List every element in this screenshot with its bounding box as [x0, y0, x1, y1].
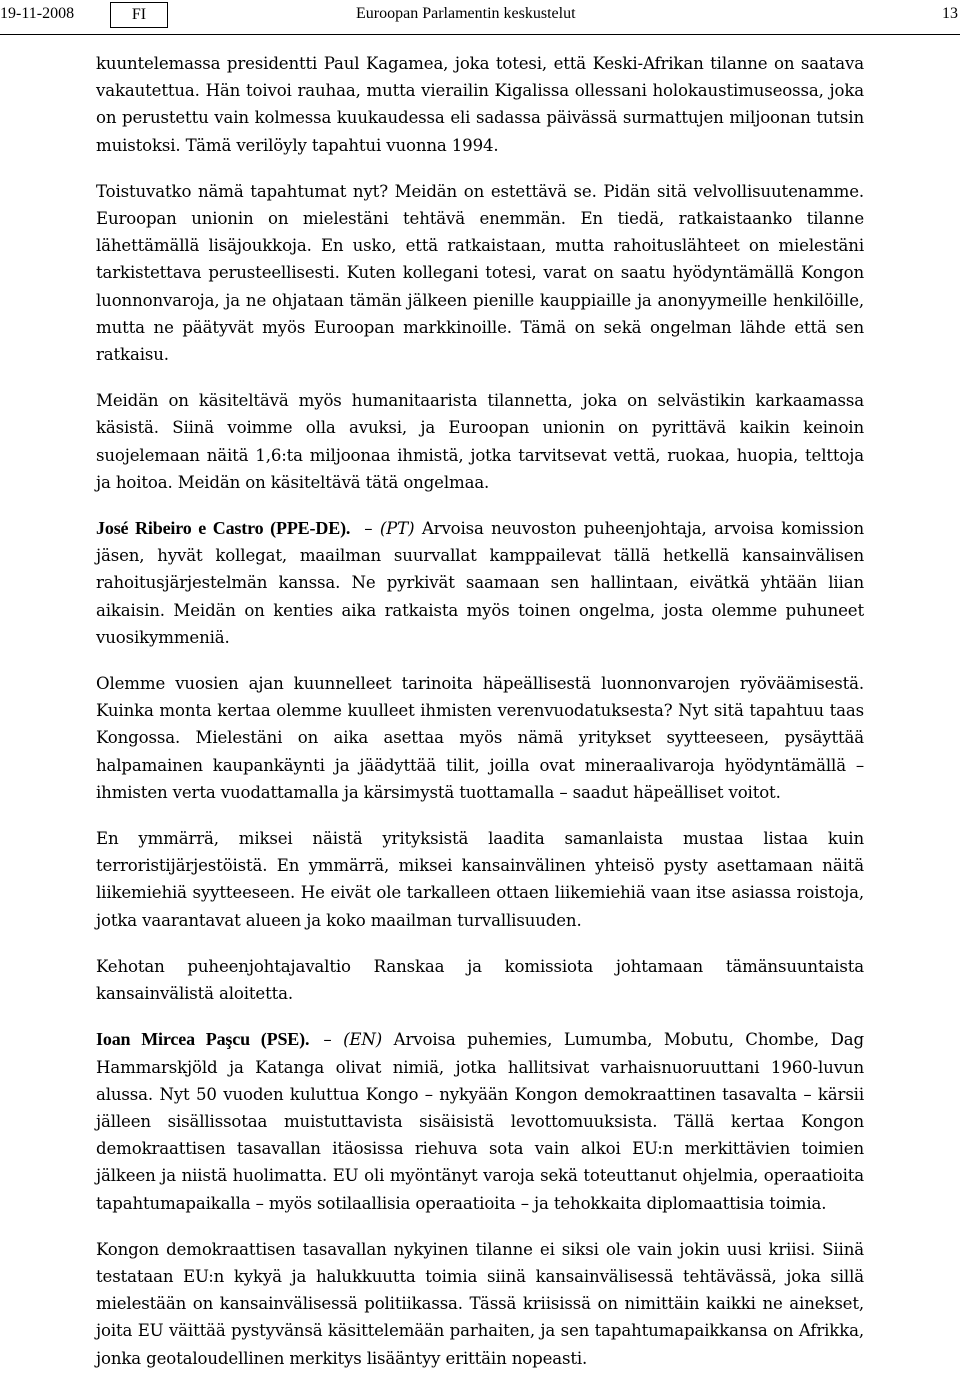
speech-dash: –	[323, 1030, 332, 1050]
speaker-name: Ioan Mircea Paşcu (PSE).	[96, 1029, 310, 1050]
speech-text: Arvoisa neuvoston puheenjohtaja, arvoisa komission jäsen, hyvät kollegat, maailman suurvallat kamppailevat tällä hetkellä kansainvälisen rahoitusjärjestelmän kanssa. Ne pyrkivät saamaan sen hallintaan, eivätkä yhtään liian aikaisin. Meidän on kenties aika ratkaista myös toinen ongelma, josta olemme puhuneet vuosikymmeniä.	[96, 519, 864, 647]
paragraph: Toistuvatko nämä tapahtumat nyt? Meidän on estettävä se. Pidän sitä velvollisuutenamme. Euroopan unionin on mielestäni tehtävä enemmän. En tiedä, ratkaistaanko tilanne lähettämällä lisäjoukkoja. En usko, että ratkaistaan, mutta rahoituslähteet on mielestäni tarkistettava perusteellisesti. Kuten kollegani totesi, varat on saatu hyödyntämällä Kongon luonnonvaroja, ja ne ohjataan tämän jälkeen pienille kauppiaille ja anonyymeille henkilöille, mutta ne päätyvät myös Euroopan markkinoille. Tämä on sekä ongelman lähde että sen ratkaisu.	[96, 181, 864, 365]
header-language-box: FI	[110, 2, 168, 28]
speaker-name: José Ribeiro e Castro (PPE-DE).	[96, 518, 351, 539]
speech-dash: –	[364, 519, 373, 539]
page-header	[0, 0, 960, 35]
paragraph: En ymmärrä, miksei näistä yrityksistä laadita samanlaista mustaa listaa kuin terroristijärjestöistä. En ymmärrä, miksei kansainvälinen yhteisö pysty asettamaan näitä liikemiehiä syytteeseen. He eivät ole tarkalleen ottaen liikemiehiä vaan itse asiassa roistoja, jotka vaarantavat alueen ja koko maailman turvallisuuden.	[96, 829, 864, 930]
paragraph: Meidän on käsiteltävä myös humanitaarista tilannetta, joka on selvästikin karkaamassa käsistä. Siinä voimme olla avuksi, ja Euroopan unionin on pyrittävä kaikin keinoin suojelemaan näitä 1,6:ta miljoonaa ihmistä, jotka tarvitsevat vettä, ruokaa, huopia, telttoja ja hoitoa. Meidän on käsiteltävä tätä ongelmaa.	[96, 391, 864, 492]
paragraph: kuuntelemassa presidentti Paul Kagamea, joka totesi, että Keski-Afrikan tilanne on saatava vakautettua. Hän toivoi rauhaa, mutta vierailin Kigalissa ollessani holokaustimuseossa, joka on perustettu vain kolmessa kuukaudessa eli sadassa päivässä surmattujen miljoonan tutsin muistoksi. Tämä verilöyly tapahtui vuonna 1994.	[96, 54, 864, 155]
paragraph: Kongon demokraattisen tasavallan nykyinen tilanne ei siksi ole vain jokin uusi kriisi. Siinä testataan EU:n kykyä ja halukkuutta toimia siinä kansainvälisessä tehtävässä, joka sillä mielestään on kansainvälisessä politiikassa. Tässä kriisissä on nimittäin kaikki ne ainekset, joita EU väittää pystyvänsä käsittelemään parhaiten, ja sen tapahtumapaikkansa on Afrikka, jonka geotaloudellinen merkitys lisääntyy erittäin nopeasti.	[96, 1239, 864, 1368]
paragraph: Kehotan puheenjohtajavaltio Ranskaa ja komissiota johtamaan tämänsuuntaista kansainvälistä aloitetta.	[96, 956, 864, 1004]
paragraph: Olemme vuosien ajan kuunnelleet tarinoita häpeällisestä luonnonvarojen ryöväämisestä. Kuinka monta kertaa olemme kuulleet ihmisten verenvuodatuksesta? Nyt sitä tapahtuu taas Kongossa. Mielestäni on aika asettaa myös nämä yritykset syytteeseen, pysäyttää halpamainen kaupankäynti ja jäädyttää tilit, joilla ovat mineraalivaroja hyödyntämällä – ihmisten verta vuodattamalla ja kärsimystä tuottamalla – saadut häpeälliset voitot.	[96, 674, 864, 802]
header-date: 19-11-2008	[0, 5, 75, 22]
language-tag: (EN)	[343, 1030, 383, 1050]
document-body	[96, 50, 864, 1391]
header-title: Euroopan Parlamentin keskustelut	[356, 5, 576, 22]
speech-paragraph	[96, 1026, 864, 1216]
speech-paragraph	[96, 515, 864, 651]
header-page-number: 13	[942, 5, 958, 22]
speech-text: Arvoisa puhemies, Lumumba, Mobutu, Chombe, Dag Hammarskjöld ja Katanga olivat nimiä, jotka hallitsivat varhaisnuoruuttani 1960-luvun alussa. Nyt 50 vuoden kuluttua Kongo – nykyään Kongon demokraattinen tasavalta – kärsii jälleen sisällissotaa muistuttavista sisäisistä levottomuuksista. Tällä kertaa Kongon demokraattisen tasavallan itäosissa riehuva sota vain alkoi EU:n merkittävien toimien jälkeen ja niistä huolimatta. EU oli myöntänyt varoja sekä toteuttanut ohjelmia, operaatioita tapahtumapaikalla – myös sotilaallisia operaatioita – ja tehokkaita diplomaattisia toimia.	[96, 1030, 864, 1213]
language-tag: (PT)	[379, 519, 415, 539]
